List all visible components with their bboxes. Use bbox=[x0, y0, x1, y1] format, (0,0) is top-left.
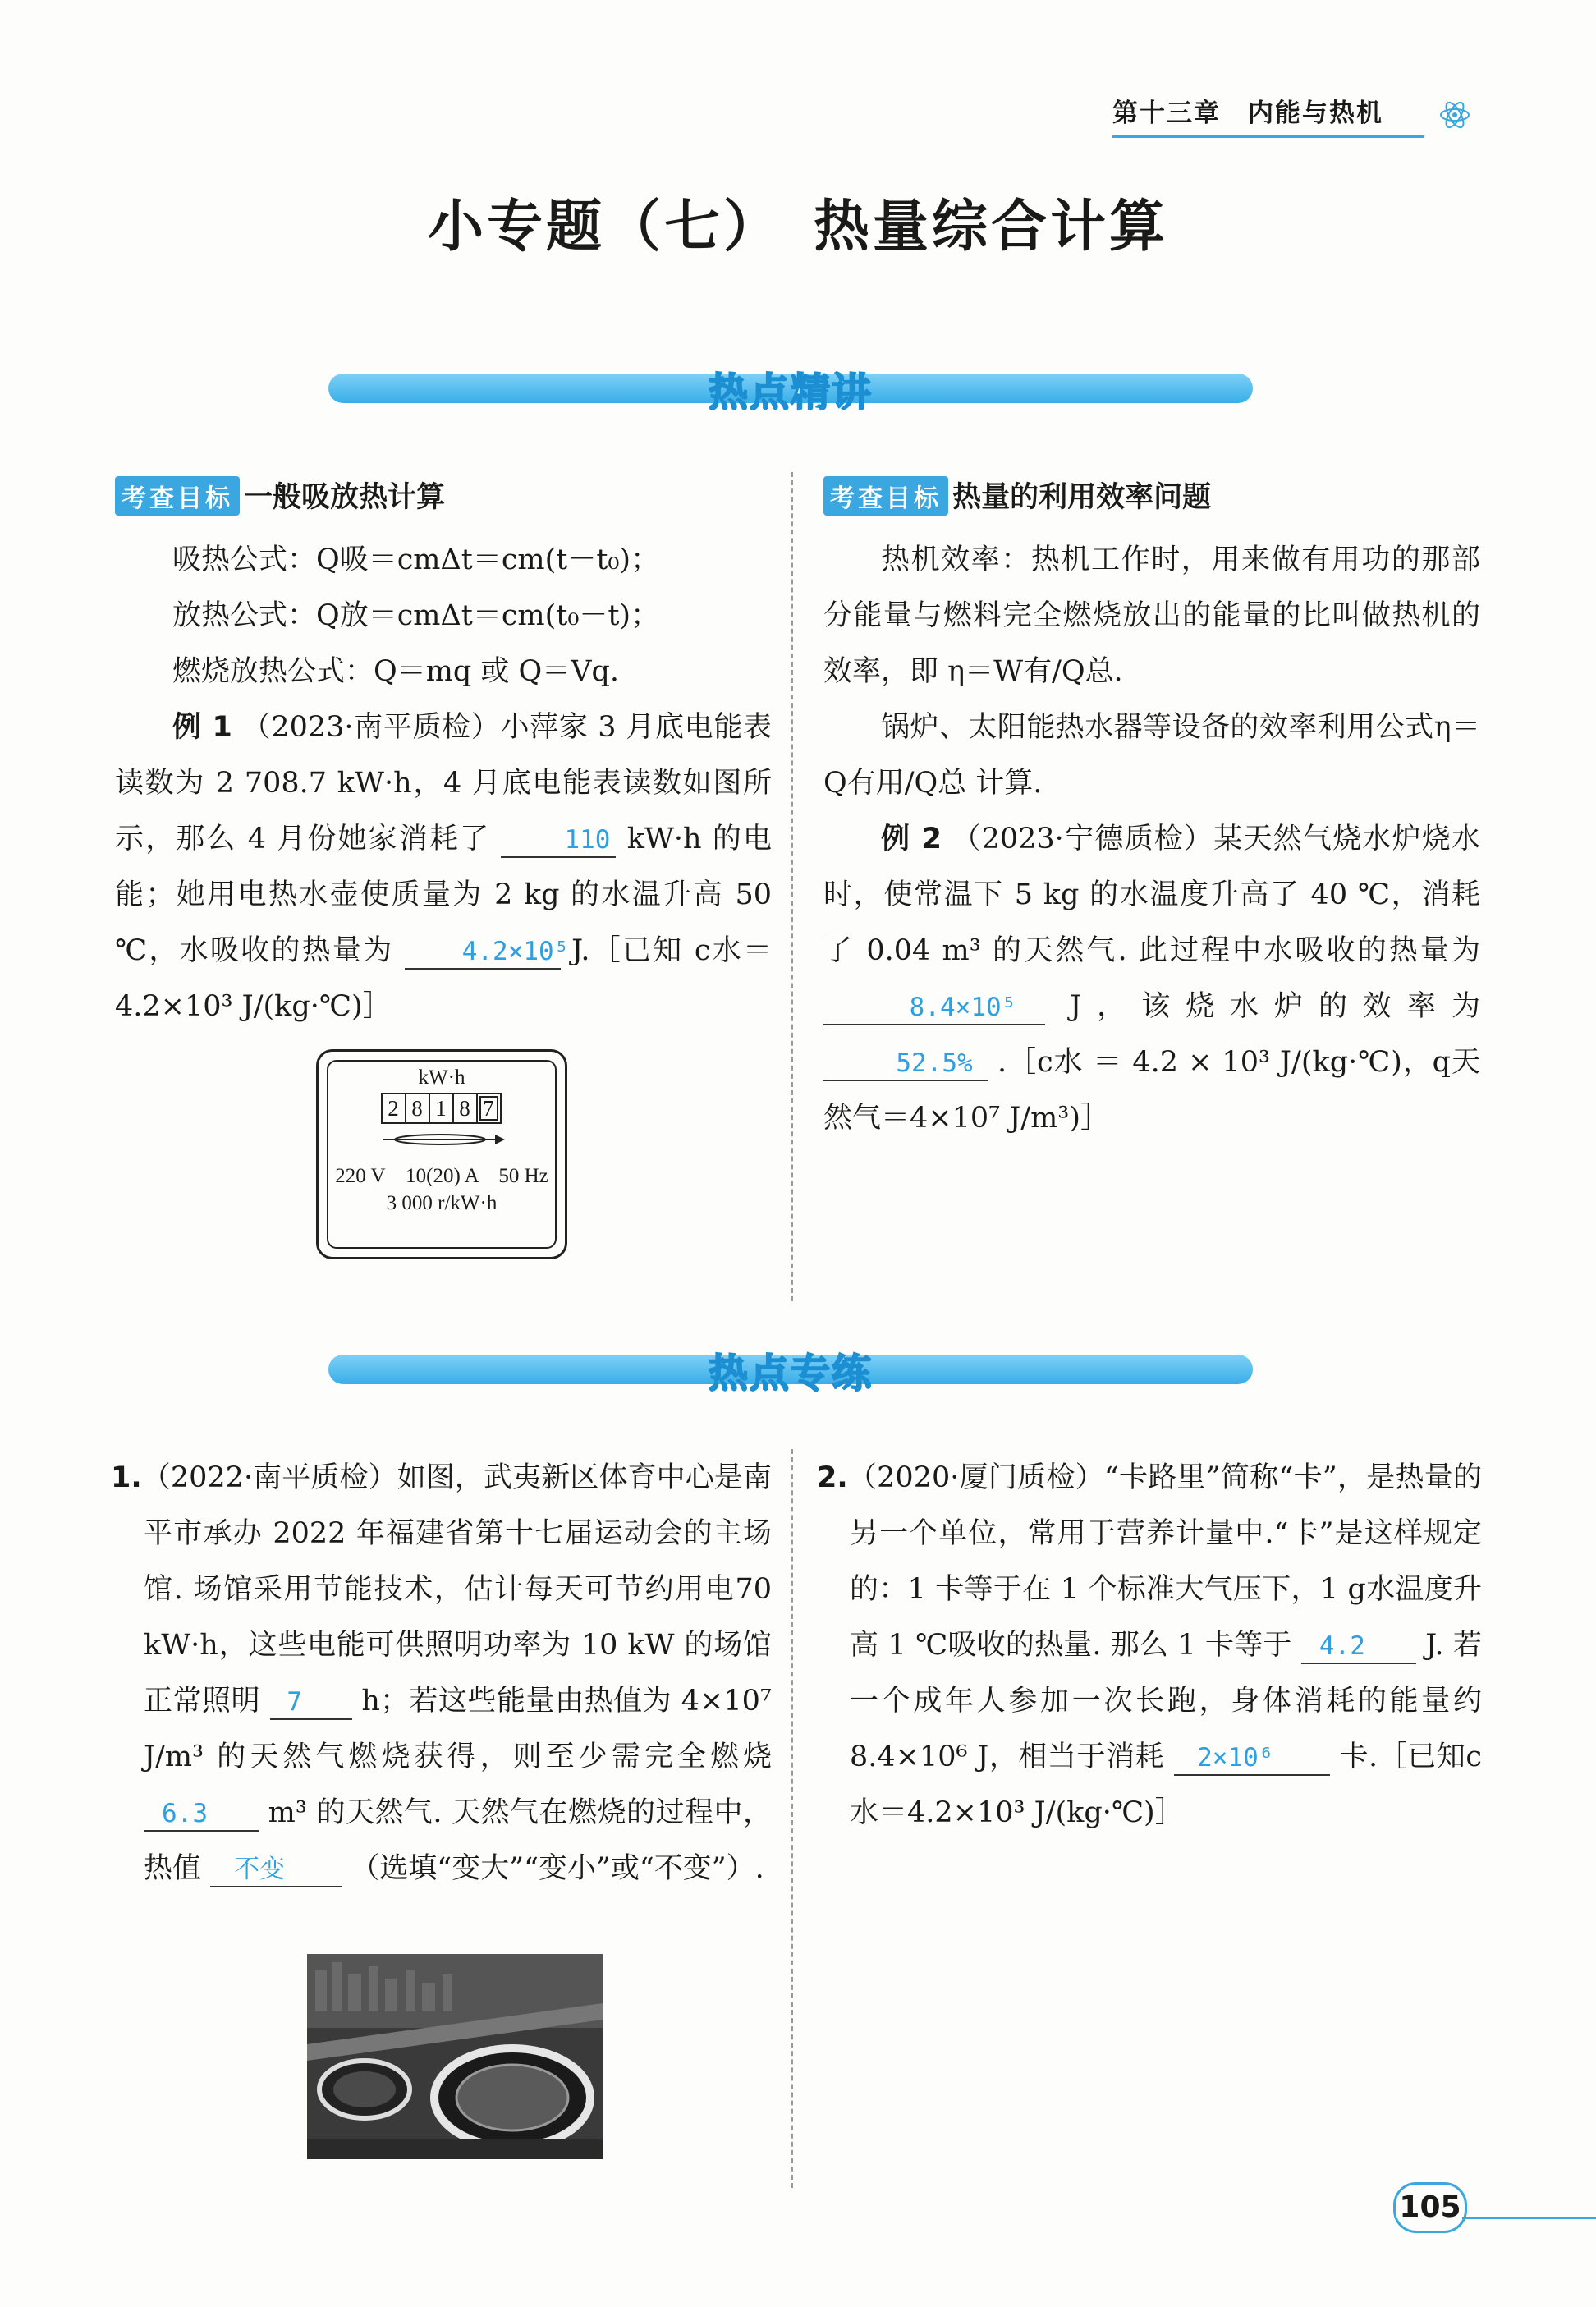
question-text: （2020·厦门质检）“卡路里”简称“卡”，是热量的另一个单位，常用于营养计量中.“卡”是这样规定的：1 卡等于在 1 个标准大气压下，1 g水温度升高 1 ℃吸收的热量. 那么 1 卡等于 bbox=[847, 1461, 1482, 1662]
question-number: 2. bbox=[817, 1461, 848, 1494]
answer-blank: 7 bbox=[270, 1686, 352, 1720]
page-number-rule bbox=[1462, 2217, 1596, 2219]
section-tag: 考查目标 bbox=[115, 476, 240, 516]
meter-digit: 1 bbox=[429, 1093, 454, 1124]
section-tag: 考查目标 bbox=[823, 476, 948, 516]
answer-blank: 不变 bbox=[210, 1853, 342, 1887]
question-text: 卡.［已知c水＝4.2×10³ J/(kg·℃)］ bbox=[850, 1741, 1482, 1829]
question-text: （2022·南平质检）如图，武夷新区体育中心是南平市承办 2022 年福建省第十七届运动会的主场馆. 场馆采用节能技术，估计每天可节约用电70 kW·h，这些电能可供照明功率为 10 kW 的场馆正常照明 bbox=[141, 1461, 772, 1718]
meter-spec: 3 000 r/kW·h bbox=[386, 1192, 498, 1214]
question-text: J. 若一个成年人参加一次长跑，身体消耗的能量约8.4×10⁶ J，相当于消耗 bbox=[850, 1629, 1482, 1773]
answer-blank: 4.2 bbox=[1301, 1630, 1416, 1664]
answer-blank: 6.3 bbox=[144, 1797, 259, 1832]
question-text: m³ 的天然气. 天然气在燃烧的过程中，热值 bbox=[144, 1796, 772, 1885]
banner-label-bottom: 热点专练 bbox=[708, 1350, 873, 1397]
left-section-heading bbox=[115, 475, 772, 516]
question-number: 1. bbox=[111, 1461, 142, 1494]
right-section-heading bbox=[823, 475, 1480, 516]
meter-digit: 7 bbox=[476, 1093, 502, 1124]
answer-blank: 2×10⁶ bbox=[1174, 1741, 1330, 1776]
column-divider bbox=[791, 472, 793, 1301]
example-label: 例 1 bbox=[172, 711, 232, 744]
section-heading: 热量的利用效率问题 bbox=[952, 481, 1212, 514]
electric-meter-figure bbox=[316, 1049, 567, 1259]
meter-digit: 8 bbox=[452, 1093, 478, 1124]
meter-digit: 8 bbox=[405, 1093, 430, 1124]
formula-line: 吸热公式：Q吸＝cmΔt＝cm(t－t₀)； bbox=[172, 543, 660, 576]
question-1 bbox=[111, 1450, 772, 1897]
stadium-photo bbox=[307, 1954, 603, 2159]
answer-blank: 52.5% bbox=[823, 1047, 988, 1081]
example-text: （2023·南平质检）小萍家 3 月底电能表读数为 2 708.7 kW·h，4 月底电能表读数如图所示，那么 4 月份她家消耗了 bbox=[115, 711, 772, 855]
answer-blank: 8.4×10⁵ bbox=[823, 991, 1045, 1025]
example-2 bbox=[823, 811, 1480, 1146]
formula-line: 放热公式：Q放＝cmΔt＝cm(t₀－t)； bbox=[172, 599, 660, 632]
section-heading: 一般吸放热计算 bbox=[244, 481, 446, 514]
example-text: kW·h 的电能；她用电热水壶使质量为 2 kg 的水温升高 50 ℃，水吸收的热量为 bbox=[115, 823, 772, 967]
question-text: （选填“变大”“变小”或“不变”）. bbox=[351, 1852, 764, 1885]
column-divider bbox=[791, 1449, 793, 2188]
example-text: J，该烧水炉的效率为 bbox=[1070, 990, 1480, 1023]
example-1 bbox=[115, 699, 772, 1034]
example-label: 例 2 bbox=[881, 823, 942, 855]
meter-disc-arrow-icon bbox=[376, 1127, 507, 1152]
efficiency-definition: 热机效率：热机工作时，用来做有用功的那部分能量与燃料完全燃烧放出的能量的比叫做热机的效率，即 η＝W有/Q总. bbox=[823, 543, 1480, 688]
right-content bbox=[823, 532, 1480, 1146]
question-2 bbox=[817, 1450, 1482, 1841]
left-formulas bbox=[115, 532, 772, 1034]
example-text: J.［已知 c水＝4.2×10³ J/(kg·℃)］ bbox=[115, 934, 772, 1023]
efficiency-formula: 锅炉、太阳能热水器等设备的效率利用公式η＝Q有用/Q总 计算. bbox=[823, 711, 1480, 800]
page-number: 105 bbox=[1393, 2182, 1467, 2233]
formula-line: 燃烧放热公式：Q＝mq 或 Q＝Vq. bbox=[172, 655, 620, 688]
atom-icon bbox=[1438, 99, 1471, 131]
example-text: （2023·宁德质检）某天然气烧水炉烧水时，使常温下 5 kg 的水温度升高了 40 ℃，消耗了 0.04 m³ 的天然气. 此过程中水吸收的热量为 bbox=[823, 823, 1480, 967]
example-text: .［c水 ＝ 4.2 × 10³ J/(kg·℃)，q天然气＝4×10⁷ J/m³)］ bbox=[823, 1046, 1480, 1135]
meter-unit: kW·h bbox=[418, 1066, 466, 1089]
meter-digit: 2 bbox=[381, 1093, 406, 1124]
meter-spec: 220 V 10(20) A 50 Hz bbox=[335, 1165, 548, 1187]
answer-blank: 110 bbox=[501, 823, 616, 858]
chapter-header: 第十三章 内能与热机 bbox=[1112, 92, 1424, 138]
answer-blank: 4.2×10⁵ bbox=[405, 935, 561, 970]
banner-label-top: 热点精讲 bbox=[708, 369, 873, 415]
page-title: 小专题（七） 热量综合计算 bbox=[427, 195, 1168, 259]
question-text: h；若这些能量由热值为 4×10⁷ J/m³ 的天然气燃烧获得，则至少需完全燃烧 bbox=[144, 1685, 772, 1773]
meter-digits bbox=[328, 1093, 555, 1124]
